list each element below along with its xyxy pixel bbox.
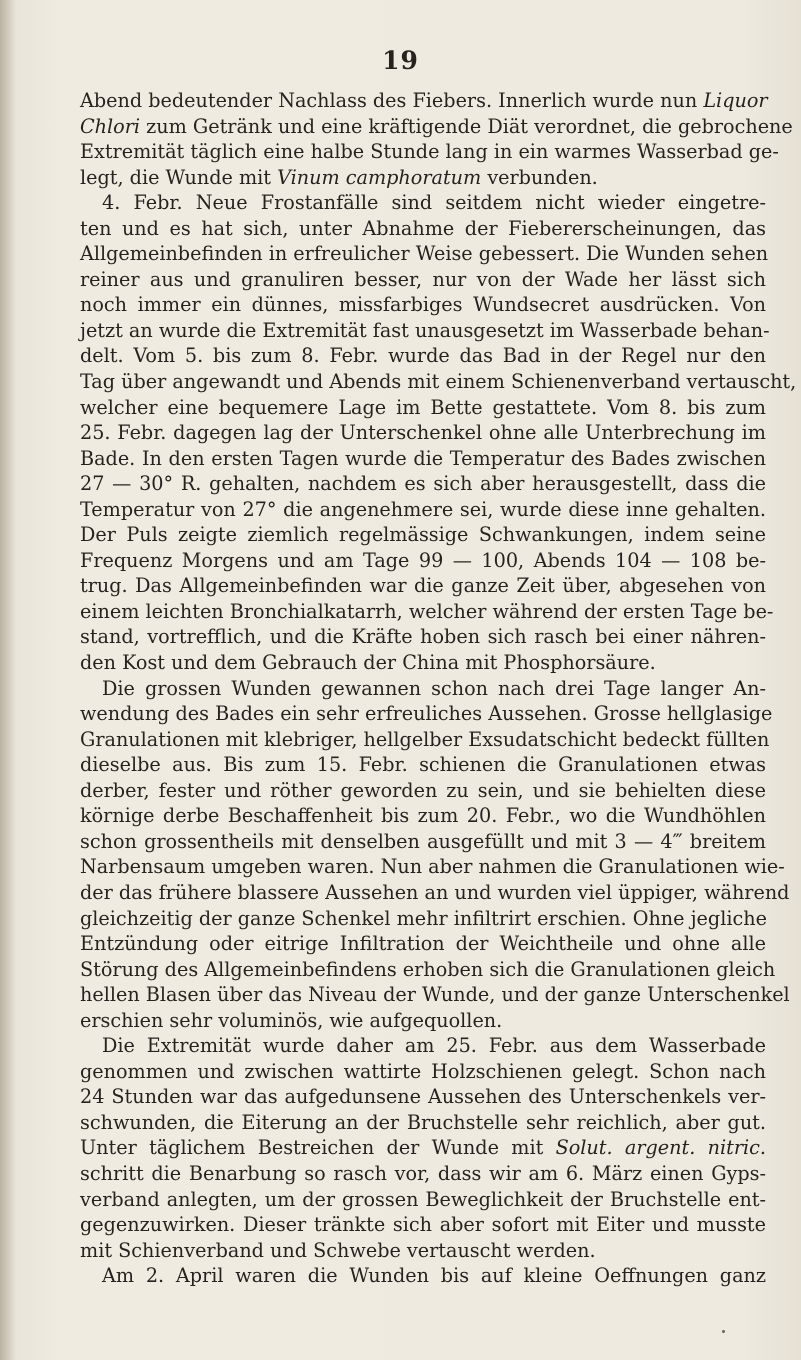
text-line: 27 — 30° R. gehalten, nachdem es sich aber herausgestellt, dass die — [80, 472, 766, 496]
paper-speck — [722, 1330, 725, 1333]
text-line: körnige derbe Beschaffenheit bis zum 20. Febr., wo die Wundhöhlen — [80, 804, 766, 828]
text-line: gleichzeitig der ganze Schenkel mehr infiltrirt erschien. Ohne jegliche — [80, 906, 767, 930]
text-line: Störung des Allgemeinbefindens erhoben sich die Granulationen gleich — [80, 957, 776, 981]
text-line: mit Schienverband und Schwebe vertauscht werden. — [80, 1238, 596, 1262]
text-line: reiner aus und granuliren besser, nur von der Wade her lässt sich — [80, 267, 766, 291]
text-line: 4. Febr. Neue Frostanfälle sind seitdem nicht wieder eingetre- — [102, 191, 766, 215]
text-line: Frequenz Morgens und am Tage 99 — 100, Abends 104 — 108 be- — [80, 548, 766, 572]
text-line: wendung des Bades ein sehr erfreuliches Aussehen. Grosse hellglasige — [80, 702, 773, 726]
text-line: genommen und zwischen wattirte Holzschienen gelegt. Schon nach — [80, 1059, 766, 1083]
text-line: Abend bedeutender Nachlass des Fiebers. Innerlich wurde nun Liquor — [80, 89, 768, 112]
text-line: trug. Das Allgemeinbefinden war die ganze Zeit über, abgesehen von — [80, 574, 766, 598]
text-line: Narbensaum umgeben waren. Nun aber nahmen die Granulationen wie- — [80, 855, 785, 879]
text-line: 24 Stunden war das aufgedunsene Aussehen des Unterschenkels ver- — [80, 1085, 766, 1109]
text-line: noch immer ein dünnes, missfarbiges Wundsecret ausdrücken. Von — [80, 293, 766, 317]
text-line: Die Extremität wurde daher am 25. Febr. aus dem Wasserbade — [102, 1034, 766, 1058]
text-line: Tag über angewandt und Abends mit einem Schienenverband vertauscht, — [80, 370, 797, 394]
text-line: gegenzuwirken. Dieser tränkte sich aber sofort mit Eiter und musste — [80, 1213, 766, 1237]
text-line: Bade. In den ersten Tagen wurde die Temperatur des Bades zwischen — [80, 446, 766, 470]
text-line: Die grossen Wunden gewannen schon nach drei Tage langer An- — [102, 676, 766, 700]
text-line: 25. Febr. dagegen lag der Unterschenkel ohne alle Unterbrechung im — [80, 421, 766, 445]
text-line: Extremität täglich eine halbe Stunde lang in ein warmes Wasserbad ge- — [80, 140, 779, 164]
text-line: welcher eine bequemere Lage im Bette gestattete. Vom 8. bis zum — [80, 395, 766, 419]
text-line: hellen Blasen über das Niveau der Wunde, und der ganze Unterschenkel — [80, 983, 790, 1007]
text-line: Allgemeinbefinden in erfreulicher Weise gebessert. Die Wunden sehen — [80, 242, 769, 266]
text-line: dieselbe aus. Bis zum 15. Febr. schienen die Granulationen etwas — [80, 753, 766, 777]
text-line: delt. Vom 5. bis zum 8. Febr. wurde das Bad in der Regel nur den — [80, 344, 766, 368]
text-line: Entzündung oder eitrige Infiltration der Weichtheile und ohne alle — [80, 932, 766, 956]
text-line: legt, die Wunde mit Vinum camphoratum verbunden. — [80, 165, 598, 189]
text-line: der das frühere blassere Aussehen an und wurden viel üppiger, während — [80, 880, 790, 904]
text-line: Chlori zum Getränk und eine kräftigende Diät verordnet, die gebrochene — [80, 114, 793, 138]
text-line: Der Puls zeigte ziemlich regelmässige Schwankungen, indem seine — [80, 523, 766, 547]
text-line: erschien sehr voluminös, wie aufgequollen. — [80, 1008, 503, 1032]
text-line: Temperatur von 27° die angenehmere sei, wurde diese inne gehalten. — [80, 497, 766, 521]
text-line: jetzt an wurde die Extremität fast unausgesetzt im Wasserbade behan- — [80, 318, 770, 342]
text-line: Unter täglichem Bestreichen der Wunde mit Solut. argent. nitric. — [80, 1136, 766, 1160]
text-line: schwunden, die Eiterung an der Bruchstelle sehr reichlich, aber gut. — [80, 1110, 766, 1134]
text-line: den Kost und dem Gebrauch der China mit Phosphorsäure. — [80, 651, 656, 675]
text-line: derber, fester und röther geworden zu sein, und sie behielten diese — [80, 778, 766, 802]
text-line: ten und es hat sich, unter Abnahme der Fiebererscheinungen, das — [80, 216, 766, 240]
text-line: Am 2. April waren die Wunden bis auf kleine Oeffnungen ganz — [102, 1264, 766, 1288]
text-line: schon grossentheils mit denselben ausgefüllt und mit 3 — 4‴ breitem — [80, 829, 766, 853]
page-number: 19 — [382, 46, 419, 75]
text-line: stand, vortrefflich, und die Kräfte hoben sich rasch bei einer nähren- — [80, 625, 766, 649]
text-line: einem leichten Bronchialkatarrh, welcher während der ersten Tage be- — [80, 599, 774, 623]
text-line: verband anlegten, um der grossen Beweglichkeit der Bruchstelle ent- — [80, 1187, 766, 1211]
text-line: Granulationen mit klebriger, hellgelber Exsudatschicht bedeckt füllten — [80, 727, 770, 751]
binding-shadow — [0, 0, 16, 1360]
body-text — [80, 88, 797, 1289]
text-line: schritt die Benarbung so rasch vor, dass wir am 6. März einen Gyps- — [80, 1161, 766, 1185]
